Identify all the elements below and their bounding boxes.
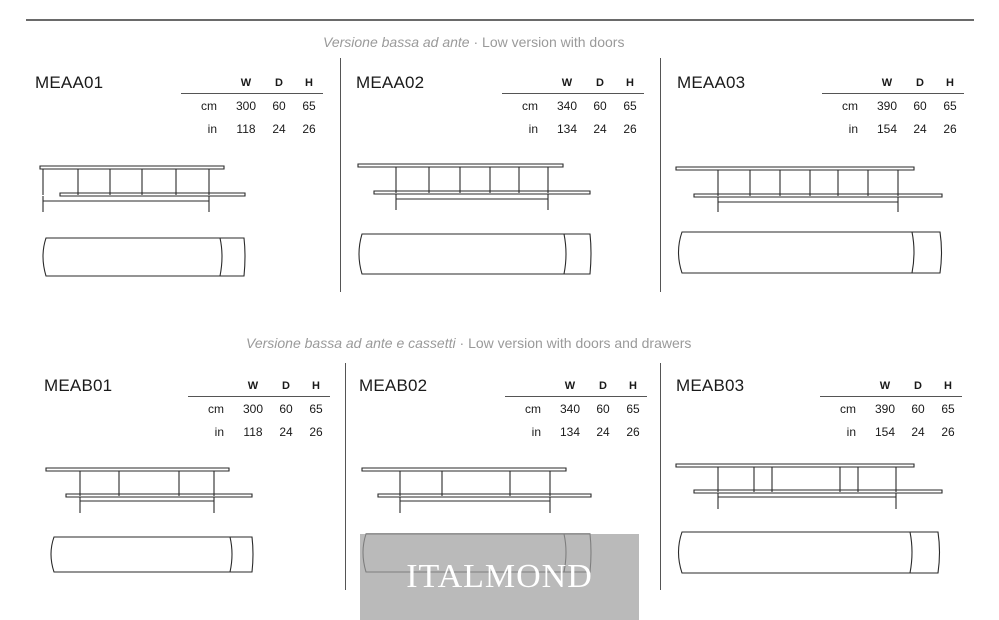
width-value: 118	[243, 424, 263, 439]
unit-label: in	[848, 121, 858, 136]
section-title-separator: ·	[469, 34, 483, 50]
column-divider	[660, 58, 661, 292]
depth-value: 60	[279, 401, 293, 416]
dimension-header-row	[181, 73, 323, 94]
front-elevation-drawing	[38, 160, 248, 215]
section-title-italian: Versione bassa ad ante	[323, 34, 470, 50]
width-header: W	[868, 376, 902, 397]
top-view-drawing	[674, 230, 946, 276]
dimension-row-in	[181, 117, 323, 140]
watermark-text: ITALMOND	[406, 558, 593, 595]
height-value: 65	[623, 98, 637, 113]
dimension-row-in	[822, 117, 964, 140]
depth-header: D	[270, 376, 302, 397]
column-divider	[345, 363, 346, 590]
product-code: MEAA02	[356, 73, 425, 92]
depth-header: D	[904, 73, 936, 94]
width-value: 300	[242, 401, 264, 416]
height-header: H	[934, 376, 962, 397]
width-header: W	[553, 376, 587, 397]
depth-header: D	[263, 73, 295, 94]
top-view-drawing	[674, 530, 946, 576]
dimension-table	[822, 73, 964, 140]
width-value: 300	[235, 98, 257, 113]
width-value: 134	[559, 424, 581, 439]
height-value: 26	[302, 121, 316, 136]
height-header: H	[936, 73, 964, 94]
dimension-header-row	[188, 376, 330, 397]
product-code: MEAB03	[676, 376, 745, 395]
unit-label: in	[846, 424, 856, 439]
width-value: 340	[556, 98, 578, 113]
dimension-header-row	[502, 73, 644, 94]
depth-value: 24	[913, 121, 927, 136]
unit-label: cm	[842, 98, 858, 113]
depth-value: 60	[593, 98, 607, 113]
front-elevation-drawing	[674, 162, 946, 217]
top-view-drawing	[38, 236, 248, 281]
section-title	[323, 34, 624, 50]
section-title	[246, 335, 691, 351]
product-code: MEAA03	[677, 73, 746, 92]
width-value: 134	[556, 121, 578, 136]
dimension-row-in	[188, 420, 330, 443]
dimension-table	[188, 376, 330, 443]
height-header: H	[619, 376, 647, 397]
height-value: 26	[623, 121, 637, 136]
dimension-row-cm	[181, 94, 323, 118]
dimension-table	[502, 73, 644, 140]
column-divider	[660, 363, 661, 590]
width-value: 154	[876, 121, 898, 136]
front-elevation-drawing	[356, 160, 592, 215]
unit-label: cm	[525, 401, 541, 416]
dimension-row-in	[820, 420, 962, 443]
depth-value: 60	[911, 401, 925, 416]
height-value: 65	[941, 401, 955, 416]
front-elevation-drawing	[674, 460, 946, 515]
dimension-row-cm	[822, 94, 964, 118]
depth-value: 24	[593, 121, 607, 136]
width-value: 390	[876, 98, 898, 113]
dimension-row-cm	[505, 397, 647, 421]
depth-header: D	[902, 376, 934, 397]
dimension-table	[181, 73, 323, 140]
height-value: 26	[309, 424, 323, 439]
dimension-header-row	[505, 376, 647, 397]
product-code: MEAB02	[359, 376, 428, 395]
height-header: H	[295, 73, 323, 94]
height-value: 65	[626, 401, 640, 416]
dimension-table	[820, 376, 962, 443]
height-value: 65	[309, 401, 323, 416]
unit-header	[188, 376, 236, 397]
width-value: 118	[236, 121, 256, 136]
dimension-header-row	[820, 376, 962, 397]
width-header: W	[229, 73, 263, 94]
height-value: 26	[943, 121, 957, 136]
height-header: H	[302, 376, 330, 397]
unit-label: cm	[208, 401, 224, 416]
section-title-separator: ·	[455, 335, 469, 351]
depth-value: 24	[279, 424, 293, 439]
width-header: W	[870, 73, 904, 94]
depth-value: 60	[596, 401, 610, 416]
section-title-italian: Versione bassa ad ante e cassetti	[246, 335, 456, 351]
unit-header	[820, 376, 868, 397]
dimension-row-cm	[188, 397, 330, 421]
width-header: W	[236, 376, 270, 397]
unit-header	[505, 376, 553, 397]
section-title-english: Low version with doors	[482, 34, 625, 50]
height-value: 26	[626, 424, 640, 439]
unit-label: in	[214, 424, 224, 439]
product-code: MEAB01	[44, 376, 113, 395]
width-value: 154	[874, 424, 896, 439]
unit-header	[822, 73, 870, 94]
unit-header	[502, 73, 550, 94]
unit-label: in	[528, 121, 538, 136]
width-header: W	[550, 73, 584, 94]
watermark	[360, 534, 639, 620]
front-elevation-drawing	[360, 464, 594, 519]
depth-value: 24	[596, 424, 610, 439]
front-elevation-drawing	[44, 464, 256, 519]
width-value: 390	[874, 401, 896, 416]
column-divider	[340, 58, 341, 292]
height-value: 65	[943, 98, 957, 113]
section-title-english: Low version with doors and drawers	[468, 335, 692, 351]
dimension-row-in	[505, 420, 647, 443]
unit-label: cm	[840, 401, 856, 416]
depth-header: D	[587, 376, 619, 397]
dimension-row-cm	[820, 397, 962, 421]
dimension-row-in	[502, 117, 644, 140]
height-header: H	[616, 73, 644, 94]
dimension-table	[505, 376, 647, 443]
product-code: MEAA01	[35, 73, 104, 92]
height-value: 26	[941, 424, 955, 439]
depth-value: 60	[272, 98, 286, 113]
depth-value: 24	[911, 424, 925, 439]
unit-label: cm	[522, 98, 538, 113]
height-value: 65	[302, 98, 316, 113]
dimension-row-cm	[502, 94, 644, 118]
top-rule	[26, 19, 974, 21]
unit-header	[181, 73, 229, 94]
top-view-drawing	[48, 535, 258, 577]
depth-value: 60	[913, 98, 927, 113]
dimension-header-row	[822, 73, 964, 94]
top-view-drawing	[356, 232, 592, 277]
unit-label: cm	[201, 98, 217, 113]
width-value: 340	[559, 401, 581, 416]
depth-value: 24	[272, 121, 286, 136]
unit-label: in	[531, 424, 541, 439]
unit-label: in	[207, 121, 217, 136]
depth-header: D	[584, 73, 616, 94]
